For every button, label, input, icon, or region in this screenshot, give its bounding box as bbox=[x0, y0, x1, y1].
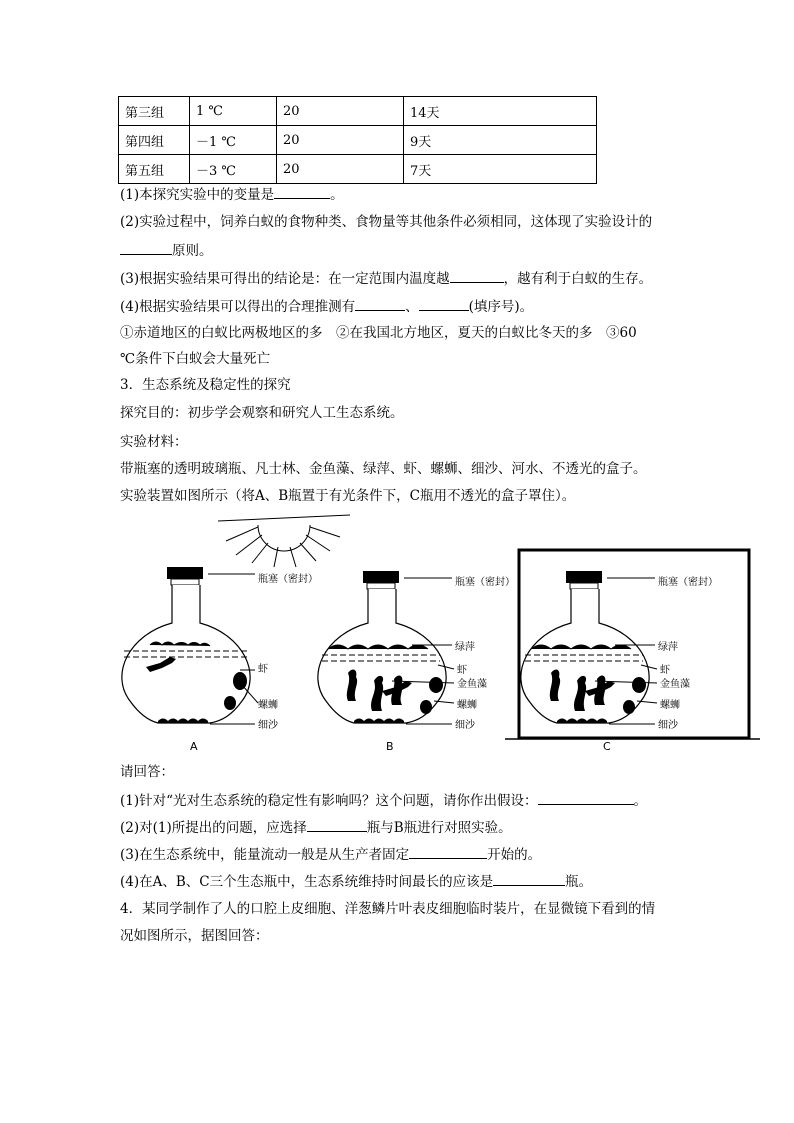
q2-line-2: (2)实验过程中，饲养白蚁的食物种类、食物量等其他条件必须相同，这体现了实验设计的 bbox=[120, 214, 653, 230]
sun-icon bbox=[218, 515, 350, 567]
snail-icon bbox=[429, 677, 443, 693]
q2-line-1: (1)本探究实验中的变量是 。 bbox=[120, 184, 344, 205]
section-3-goal: 探究目的：初步学会观察和研究人工生态系统。 bbox=[120, 405, 404, 421]
label-sand: 细沙 bbox=[258, 720, 278, 731]
section-4-line-1: 4．某同学制作了人的口腔上皮细胞、洋葱鳞片叶表皮细胞临时装片，在显微镜下看到的情 bbox=[120, 901, 656, 917]
label-snail: 螺蛳 bbox=[660, 700, 680, 711]
answer-blank[interactable] bbox=[450, 268, 504, 283]
snail-icon bbox=[224, 696, 236, 710]
flask-b bbox=[318, 571, 454, 753]
q2-line-4: (3)根据实验结果可得出的结论是：在一定范围内温度越 ，越有利于白蚁的生存。 bbox=[120, 268, 652, 289]
cell-temp: 1 ℃ bbox=[190, 97, 277, 126]
label-hornwort: 金鱼藻 bbox=[660, 679, 690, 690]
label-stopper: 瓶塞（密封） bbox=[258, 574, 318, 585]
q2-line-5: (4)根据实验结果可以得出的合理推测有 、 (填序号)。 bbox=[120, 296, 533, 317]
snail-icon bbox=[623, 700, 635, 714]
label-shrimp: 虾 bbox=[660, 665, 670, 676]
label-duckweed: 绿萍 bbox=[455, 642, 475, 653]
snail-icon bbox=[233, 672, 247, 690]
table-row bbox=[119, 97, 597, 126]
label-shrimp: 虾 bbox=[258, 664, 268, 675]
section-3-materials: 带瓶塞的透明玻璃瓶、凡士林、金鱼藻、绿萍、虾、螺蛳、细沙、河水、不透光的盒子。 bbox=[120, 461, 647, 477]
label-c: C bbox=[603, 740, 611, 753]
cell-count: 20 bbox=[277, 126, 404, 155]
label-hornwort: 金鱼藻 bbox=[457, 679, 487, 690]
cell-temp: －3 ℃ bbox=[190, 155, 277, 184]
table-row bbox=[119, 155, 597, 184]
label-stopper: 瓶塞（密封） bbox=[455, 577, 515, 588]
cell-days: 14天 bbox=[404, 97, 597, 126]
q2-options-cont: ℃条件下白蚁会大量死亡 bbox=[120, 351, 271, 367]
label-duckweed: 绿萍 bbox=[658, 642, 678, 653]
label-sand: 细沙 bbox=[658, 720, 678, 731]
answer-blank[interactable] bbox=[419, 296, 469, 311]
label-snail: 螺蛳 bbox=[258, 700, 278, 711]
answer-q2: (2)对(1)所提出的问题，应选择 瓶与B瓶进行对照实验。 bbox=[120, 817, 512, 838]
ecosystem-figure bbox=[0, 505, 794, 755]
results-table bbox=[118, 96, 597, 184]
cell-group: 第四组 bbox=[119, 126, 190, 155]
flask-c bbox=[505, 550, 760, 753]
q2-options: ①赤道地区的白蚁比两极地区的多 ②在我国北方地区，夏天的白蚁比冬天的多 ③60 bbox=[120, 325, 637, 341]
cell-days: 7天 bbox=[404, 155, 597, 184]
snail-icon bbox=[632, 677, 646, 693]
cell-days: 9天 bbox=[404, 126, 597, 155]
label-sand: 细沙 bbox=[455, 720, 475, 731]
answer-blank[interactable] bbox=[274, 184, 330, 199]
label-shrimp: 虾 bbox=[457, 665, 467, 676]
section-3-materials-label: 实验材料： bbox=[120, 434, 188, 450]
cell-group: 第三组 bbox=[119, 97, 190, 126]
answer-blank[interactable] bbox=[538, 790, 634, 805]
flask-a bbox=[122, 567, 258, 753]
section-3-title: 3．生态系统及稳定性的探究 bbox=[120, 377, 291, 393]
cell-count: 20 bbox=[277, 155, 404, 184]
answer-blank[interactable] bbox=[355, 296, 405, 311]
answer-q4: (4)在A、B、C三个生态瓶中，生态系统维持时间最长的应该是 瓶。 bbox=[120, 871, 592, 892]
section-4-line-2: 况如图所示，据图回答： bbox=[120, 928, 269, 944]
q2-line-3: 原则。 bbox=[120, 240, 213, 261]
snail-icon bbox=[420, 700, 432, 714]
label-b: B bbox=[386, 740, 394, 753]
label-a: A bbox=[190, 740, 198, 753]
cell-count: 20 bbox=[277, 97, 404, 126]
label-stopper: 瓶塞（密封） bbox=[658, 577, 718, 588]
answer-q1: (1)针对“光对生态系统的稳定性有影响吗？这个问题，请你作出假设： 。 bbox=[120, 790, 647, 811]
answer-q3: (3)在生态系统中，能量流动一般是从生产者固定 开始的。 bbox=[120, 844, 541, 865]
answer-blank[interactable] bbox=[409, 844, 487, 859]
answer-intro: 请回答： bbox=[120, 764, 174, 780]
answer-blank[interactable] bbox=[307, 817, 367, 832]
answer-blank[interactable] bbox=[493, 871, 565, 886]
cell-group: 第五组 bbox=[119, 155, 190, 184]
answer-blank[interactable] bbox=[120, 240, 172, 255]
label-snail: 螺蛳 bbox=[457, 700, 477, 711]
section-3-setup: 实验装置如图所示（将A、B瓶置于有光条件下，C瓶用不透光的盒子罩住）。 bbox=[120, 488, 576, 504]
table-row bbox=[119, 126, 597, 155]
cell-temp: －1 ℃ bbox=[190, 126, 277, 155]
